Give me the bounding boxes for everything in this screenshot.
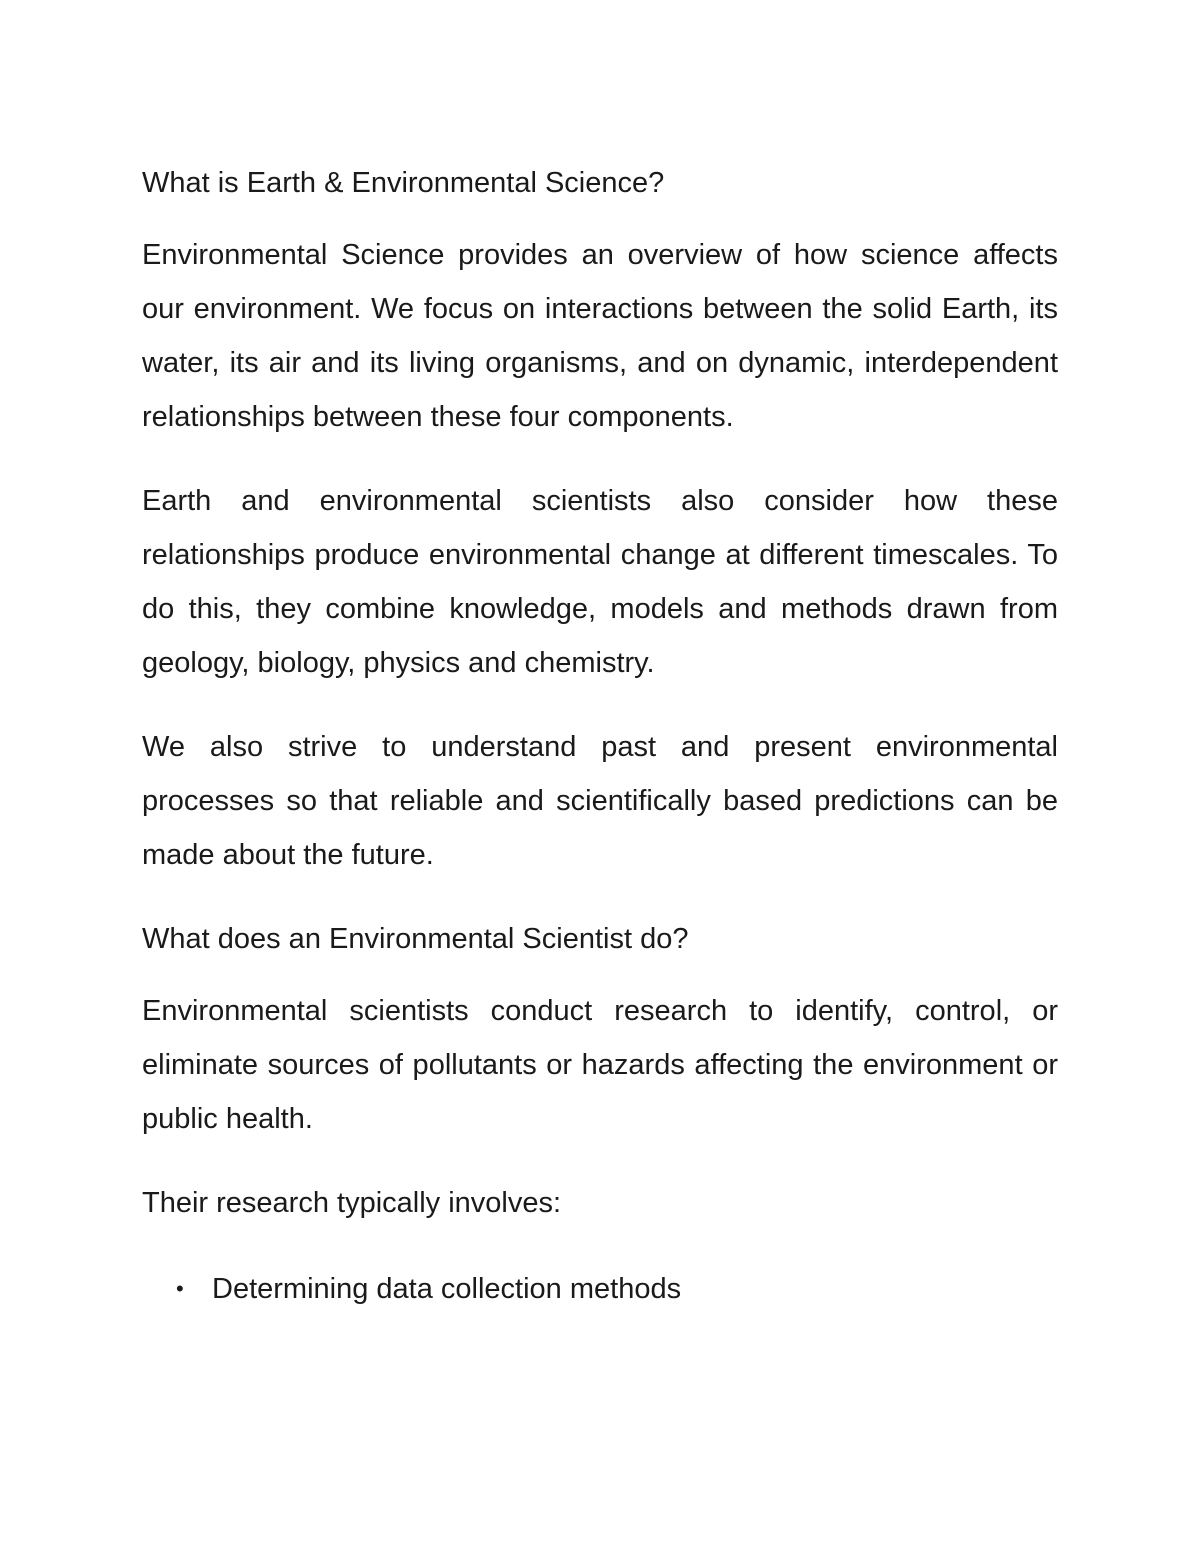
- list-lead-text: Their research typically involves:: [142, 1187, 562, 1219]
- paragraph-relationships: Earth and environmental scientists also consider how these relationships produce environmental change at different timescales. To do this, they combine knowledge, models and methods drawn from geology, biology, physics and chemistry.: [142, 485, 1058, 679]
- section-heading-earth-environmental-science: What is Earth & Environmental Science?: [142, 167, 665, 199]
- bullet-icon: •: [176, 1276, 184, 1301]
- research-list: [142, 1262, 1058, 1316]
- list-item: [142, 1262, 1058, 1316]
- paragraph-research: Environmental scientists conduct research to identify, control, or eliminate sources of pollutants or hazards affecting the environment or public health.: [142, 995, 1058, 1135]
- document-body: [142, 156, 1058, 1316]
- section-heading-scientist-role: What does an Environmental Scientist do?: [142, 923, 689, 955]
- paragraph-predictions: We also strive to understand past and present environmental processes so that reliable and scientifically based predictions can be made about the future.: [142, 731, 1058, 871]
- paragraph-overview: Environmental Science provides an overview of how science affects our environment. We focus on interactions between the solid Earth, its water, its air and its living organisms, and on dynamic, interdependent relationships between these four components.: [142, 239, 1058, 433]
- list-item-text: Determining data collection methods: [212, 1273, 682, 1305]
